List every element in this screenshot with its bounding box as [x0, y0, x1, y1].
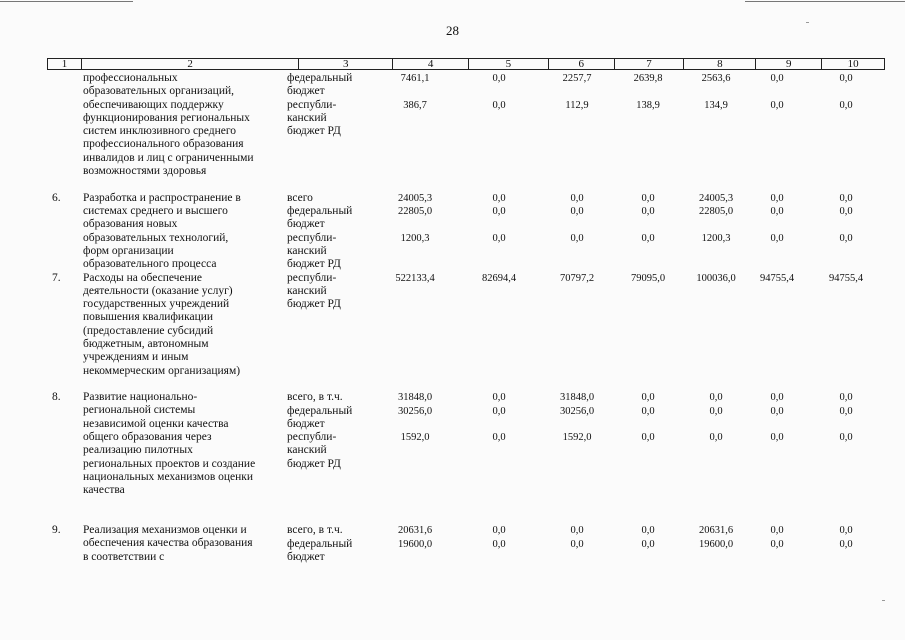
page-number: 28	[446, 23, 459, 38]
header-col-10: 10	[847, 58, 859, 70]
amount-col-6: 112,9	[565, 99, 589, 111]
amount-col-9: 0,0	[770, 192, 784, 204]
amount-col-8: 22805,0	[698, 206, 734, 217]
amount-col-7: 0,0	[641, 405, 655, 417]
program-name: Развитие национально- региональной системы независимой оценки качества общего образования через реализацию пилотных региональных проектов и создание национальных механизмов оценки качества	[83, 391, 256, 497]
amount-col-9: 0,0	[770, 432, 784, 444]
amount-col-5: 0,0	[492, 192, 506, 204]
row-number: 8.	[52, 391, 61, 404]
amount-col-7: 0,0	[641, 432, 655, 444]
amount-col-4: 31848,0	[397, 392, 433, 404]
amount-col-5: 0,0	[492, 392, 506, 404]
amount-col-4: 7461,1	[400, 73, 430, 84]
funding-source: республи- канский бюджет РД	[287, 271, 341, 311]
header-col-2: 2	[82, 59, 299, 69]
amount-col-5: 0,0	[492, 525, 506, 537]
amount-col-8: 19600,0	[698, 538, 734, 550]
funding-source: республи- канский бюджет РД	[287, 98, 341, 138]
amount-col-5: 0,0	[492, 99, 506, 111]
amount-col-5: 0,0	[492, 538, 506, 550]
header-col-8: 8	[684, 59, 756, 69]
amount-col-9: 0,0	[770, 538, 784, 550]
amount-col-6: 0,0	[570, 192, 584, 204]
amount-col-4: 22805,0	[397, 206, 433, 217]
header-col-6: 6	[549, 59, 615, 69]
amount-col-7: 79095,0	[630, 272, 666, 284]
amount-col-8: 24005,3	[698, 192, 734, 204]
amount-col-8: 20631,6	[698, 525, 734, 537]
amount-col-5: 0,0	[492, 405, 506, 417]
amount-col-9: 0,0	[770, 206, 784, 217]
program-name: Реализация механизмов оценки и обеспечения качества образования в соответствии с	[83, 524, 253, 563]
top-rule-right	[745, 1, 905, 2]
amount-col-10: 0,0	[839, 538, 853, 550]
amount-col-8: 134,9	[704, 99, 728, 111]
amount-col-4: 1592,0	[400, 432, 430, 444]
funding-source: республи- канский бюджет РД	[287, 231, 341, 271]
funding-source: федеральный бюджет	[287, 404, 353, 430]
amount-col-7: 0,0	[641, 392, 655, 404]
program-name: Разработка и распространение в системах среднего и высшего образования новых образовательных технологий, форм организации образовательного процесса	[83, 191, 241, 271]
row-number: 6.	[52, 191, 61, 204]
amount-col-6: 70797,2	[559, 272, 595, 284]
funding-source: федеральный бюджет	[287, 72, 353, 98]
amount-col-10: 0,0	[839, 206, 853, 217]
header-col-3: 3	[299, 59, 393, 69]
amount-col-7: 2639,8	[633, 73, 663, 84]
amount-col-4: 24005,3	[397, 192, 433, 204]
amount-col-8: 0,0	[709, 405, 723, 417]
funding-source: республи- канский бюджет РД	[287, 431, 341, 470]
header-col-9: 9	[756, 59, 822, 69]
amount-col-10: 0,0	[839, 99, 853, 111]
funding-source: федеральный бюджет	[287, 537, 353, 563]
amount-col-10: 94755,4	[828, 272, 864, 284]
amount-col-10: 0,0	[839, 192, 853, 204]
amount-col-6: 0,0	[570, 206, 584, 217]
amount-col-9: 0,0	[770, 99, 784, 111]
amount-col-7: 0,0	[641, 232, 655, 244]
amount-col-4: 522133,4	[395, 272, 435, 284]
header-col-7: 7	[615, 59, 685, 69]
amount-col-5: 0,0	[492, 73, 506, 84]
amount-col-7: 0,0	[641, 525, 655, 537]
scan-speck	[882, 600, 885, 601]
scan-speck	[806, 22, 809, 23]
header-col-1: 1	[48, 59, 82, 69]
amount-col-6: 1592,0	[562, 432, 592, 444]
amount-col-10: 0,0	[839, 73, 853, 84]
amount-col-6: 0,0	[570, 525, 584, 537]
amount-col-8: 100036,0	[696, 272, 736, 284]
funding-source: всего, в т.ч.	[287, 524, 343, 537]
amount-col-10: 0,0	[839, 392, 853, 404]
amount-col-5: 0,0	[492, 232, 506, 244]
amount-col-7: 138,9	[636, 99, 660, 111]
amount-col-10: 0,0	[839, 405, 853, 417]
amount-col-6: 2257,7	[562, 73, 592, 84]
program-name: профессиональных образовательных организаций, обеспечивающих поддержку функционирования региональных систем инклюзивного среднего профессионального образования инвалидов и лиц с ограниченными возможностями здоровья	[83, 72, 254, 178]
program-name: Расходы на обеспечение деятельности (оказание услуг) государственных учреждений повышения квалификации (предоставление субсидий бюджетным, автономным учреждениям и иным некоммерческим организациям)	[83, 271, 241, 377]
amount-col-8: 0,0	[709, 432, 723, 444]
amount-col-10: 0,0	[839, 525, 853, 537]
amount-col-4: 1200,3	[400, 232, 430, 244]
funding-source: всего, в т.ч.	[287, 391, 343, 404]
amount-col-8: 1200,3	[701, 232, 731, 244]
amount-col-9: 0,0	[770, 232, 784, 244]
amount-col-7: 0,0	[641, 192, 655, 204]
amount-col-9: 0,0	[770, 392, 784, 404]
header-col-4: 4	[393, 59, 469, 69]
amount-col-8: 0,0	[709, 392, 723, 404]
amount-col-9: 0,0	[770, 73, 784, 84]
amount-col-5: 82694,4	[481, 272, 517, 284]
amount-col-5: 0,0	[492, 432, 506, 444]
amount-col-4: 19600,0	[397, 538, 433, 550]
funding-source: федеральный бюджет	[287, 205, 353, 231]
amount-col-9: 0,0	[770, 525, 784, 537]
header-col-5: 5	[469, 59, 549, 69]
row-number: 7.	[52, 271, 61, 284]
amount-col-7: 0,0	[641, 206, 655, 217]
funding-source: всего	[287, 191, 313, 204]
amount-col-9: 94755,4	[759, 272, 795, 284]
amount-col-4: 20631,6	[397, 525, 433, 537]
amount-col-8: 2563,6	[701, 73, 731, 84]
top-rule-left	[0, 1, 133, 2]
amount-col-7: 0,0	[641, 538, 655, 550]
amount-col-6: 30256,0	[559, 405, 595, 417]
amount-col-6: 0,0	[570, 232, 584, 244]
amount-col-9: 0,0	[770, 405, 784, 417]
row-number: 9.	[52, 524, 61, 537]
table-header-row	[47, 58, 885, 70]
amount-col-5: 0,0	[492, 206, 506, 217]
amount-col-10: 0,0	[839, 232, 853, 244]
amount-col-4: 386,7	[403, 99, 427, 111]
amount-col-6: 31848,0	[559, 392, 595, 404]
amount-col-10: 0,0	[839, 432, 853, 444]
amount-col-4: 30256,0	[397, 405, 433, 417]
amount-col-6: 0,0	[570, 538, 584, 550]
